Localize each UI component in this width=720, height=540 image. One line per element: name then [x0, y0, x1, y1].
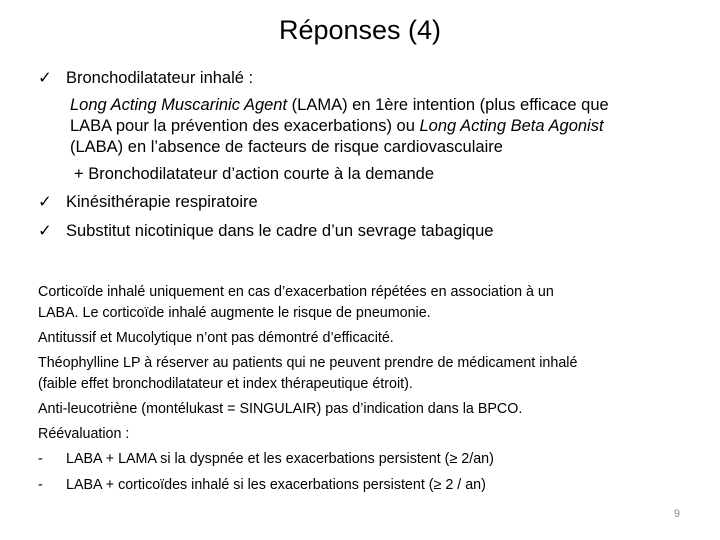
bullet-list [38, 64, 708, 246]
bullet-detail-line: + Bronchodilatateur d’action courte à la demande [74, 165, 435, 183]
dash-text: LABA + corticoïdes inhalé si les exacerbations persistent (≥ 2 / an) [66, 477, 486, 493]
dash-marker: - [38, 477, 43, 493]
bullet-detail-line: Long Acting Muscarinic Agent (LAMA) en 1ère intention (plus efficace que [70, 96, 609, 114]
dash-marker: - [38, 451, 43, 467]
page-number: 9 [673, 508, 680, 520]
note-line: Réévaluation : [38, 426, 130, 442]
bullet-label: Substitut nicotinique dans le cadre d’un sevrage tabagique [66, 222, 494, 240]
italic-term: Long Acting Muscarinic Agent [70, 96, 288, 114]
bullet-detail-line: LABA pour la prévention des exacerbations) ou Long Acting Beta Agonist [70, 117, 604, 135]
note-line: Anti-leucotriène (montélukast = SINGULAIR) pas d’indication dans la BPCO. [38, 401, 523, 417]
checkmark-icon: ✓ [38, 193, 52, 211]
checkmark-icon: ✓ [38, 222, 52, 240]
bullet-item-bronchodilatateur [38, 64, 708, 93]
bullet-label: Kinésithérapie respiratoire [66, 193, 258, 211]
note-line: (faible effet bronchodilatateur et index thérapeutique étroit). [38, 376, 413, 392]
note-line: Antitussif et Mucolytique n’ont pas démontré d’efficacité. [38, 330, 394, 346]
bullet-item-substitut [38, 217, 708, 246]
note-line: Théophylline LP à réserver au patients qui ne peuvent prendre de médicament inhalé [38, 355, 578, 371]
bullet-label: Bronchodilatateur inhalé : [66, 69, 254, 87]
italic-term: Long Acting Beta Agonist [419, 117, 604, 135]
bullet-item-kinesitherapie [38, 188, 708, 217]
bullet-detail-line: (LABA) en l’absence de facteurs de risque cardiovasculaire [70, 138, 503, 156]
dash-item [38, 475, 698, 496]
note-line: Corticoïde inhalé uniquement en cas d’exacerbation répétées en association à un [38, 284, 554, 300]
checkmark-icon: ✓ [38, 69, 52, 87]
dash-text: LABA + LAMA si la dyspnée et les exacerbations persistent (≥ 2/an) [66, 451, 494, 467]
notes-block [38, 282, 698, 501]
note-line: LABA. Le corticoïde inhalé augmente le risque de pneumonie. [38, 305, 431, 321]
dash-item [38, 449, 698, 470]
slide-title: Réponses (4) [278, 15, 442, 45]
